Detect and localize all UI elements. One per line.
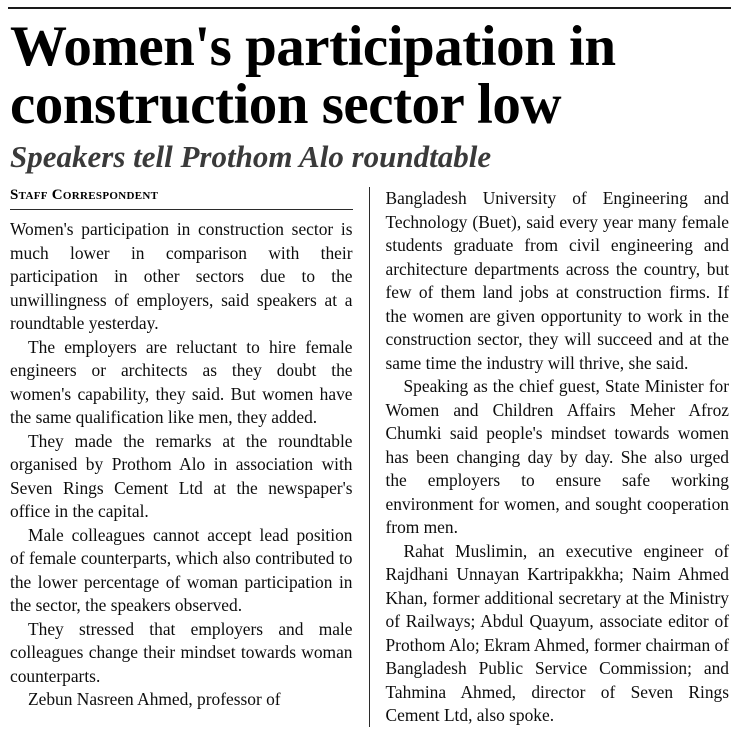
paragraph: They stressed that employers and male colleagues change their mindset towards woman counterparts. xyxy=(10,618,353,686)
paragraph: Zebun Nasreen Ahmed, professor of xyxy=(28,689,281,710)
headline-line-1: Women's participation in xyxy=(10,15,616,78)
subheadline: Speakers tell Prothom Alo roundtable xyxy=(10,139,492,175)
paragraph: Women's participation in construction sector is much lower in comparison with their participation in other sectors due to the unwillingness of employers, said speakers at a roundtable yesterday. xyxy=(10,219,353,334)
paragraph: They made the remarks at the roundtable organised by Prothom Alo in association with Seven Rings Cement Ltd at the newspaper's office in the capital. xyxy=(10,430,353,522)
page-title xyxy=(10,0,729,137)
byline-divider-rule xyxy=(10,209,353,210)
paragraph: Speaking as the chief guest, State Minister for Women and Children Affairs Meher Afroz Chumki said people's mindset towards women has been changing day by day. She also urged the employers to ensure safe working environment for women, and sought cooperation from men. xyxy=(385,376,729,538)
top-divider-rule xyxy=(8,7,731,9)
right-column xyxy=(370,187,730,727)
paragraph: Bangladesh University of Engineering and Technology (Buet), said every year many female students graduate from civil engineering and architecture departments across the country, but few of them land jobs at construction firms. If the women are given opportunity to work in the construction sector, they will succeed and at the same time the industry will thrive, she said. xyxy=(385,188,729,373)
paragraph: The employers are reluctant to hire female engineers or architects as they doubt the women's capability, they said. But women have the same qualification like men, they added. xyxy=(10,336,353,428)
paragraph: Rahat Muslimin, an executive engineer of Rajdhani Unnayan Kartripakkha; Naim Ahmed Khan, former additional secretary at the Ministry of Railways; Abdul Quayum, associate editor of Prothom Alo; Ekram Ahmed, former chairman of Bangladesh Public Service Commission; and Tahmina Ahmed, director of Seven Rings Cement Ltd, also spoke. xyxy=(385,540,729,725)
left-column xyxy=(10,187,370,727)
article-columns xyxy=(10,187,729,727)
byline: Staff Correspondent xyxy=(10,187,159,204)
paragraph: Male colleagues cannot accept lead position of female counterparts, which also contributed to the lower percentage of woman participation in the sector, the speakers observed. xyxy=(10,524,353,616)
headline-line-2: construction sector low xyxy=(10,73,562,137)
